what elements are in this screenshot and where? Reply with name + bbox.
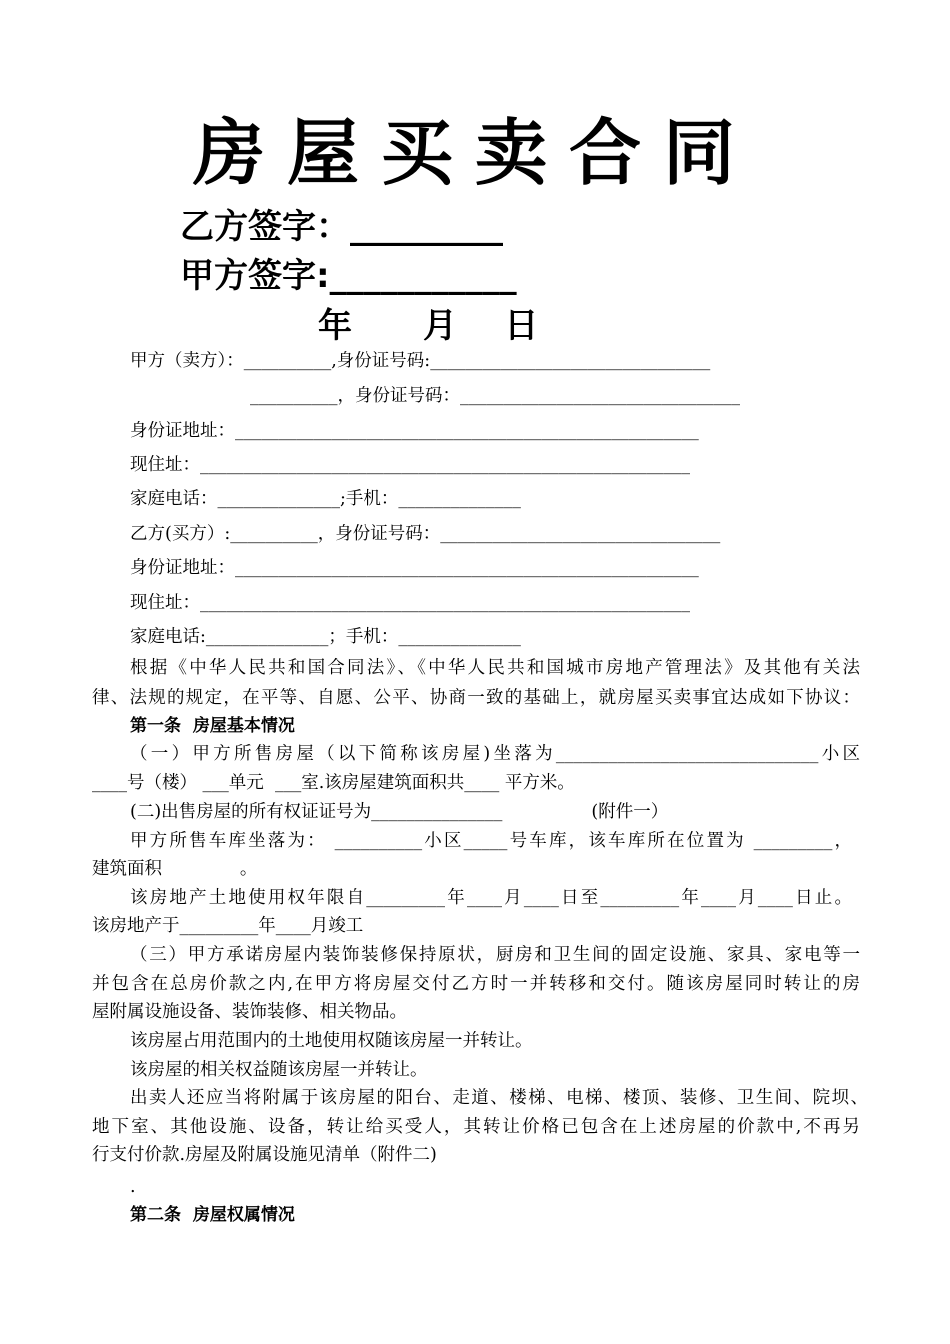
article-1-clause-2: (二)出售房屋的所有权证证号为_______________ (附件一） bbox=[130, 802, 669, 822]
preamble-line-1: 根据《中华人民共和国合同法》、《中华人民共和国城市房地产管理法》及其他有关法 bbox=[130, 658, 860, 678]
seller-id-address-line: 身份证地址：_____________________________________________________ bbox=[130, 421, 699, 441]
article-1-heading: 第一条 房屋基本情况 bbox=[130, 716, 295, 736]
article-1-clause-1-line-2: ____号（楼） ___单元 ___室.该房屋建筑面积共____ 平方米。 bbox=[92, 773, 575, 793]
party-a-signature: 甲方签字:___________ bbox=[180, 256, 517, 296]
seller-second-id-line: __________，身份证号码：________________________________ bbox=[250, 386, 740, 406]
ancillary-line-2: 地下室、其他设施、设备，转让给买受人，其转让价格已包含在上述房屋的价款中,不再另 bbox=[92, 1117, 860, 1137]
ancillary-line-3: 行支付价款.房屋及附属设施见清单（附件二) bbox=[92, 1145, 437, 1165]
buyer-phone-line: 家庭电话:______________；手机：______________ bbox=[130, 627, 521, 647]
article-1-clause-3-line-3: 屋附属设施设备、装饰装修、相关物品。 bbox=[92, 1002, 407, 1022]
buyer-id-address-line: 身份证地址：_____________________________________________________ bbox=[130, 558, 699, 578]
article-1-clause-3-line-2: 并包含在总房价款之内,在甲方将房屋交付乙方时一并转移和交付。随该房屋同时转让的房 bbox=[92, 974, 860, 994]
article-1-clause-1-line-1: （一）甲方所售房屋（以下简称该房屋)坐落为______________________________小区 bbox=[130, 744, 860, 764]
document-title: 房屋买卖合同 bbox=[192, 111, 757, 195]
dot-separator: . bbox=[130, 1177, 136, 1197]
land-use-transfer-line: 该房屋占用范围内的土地使用权随该房屋一并转让。 bbox=[130, 1031, 533, 1051]
seller-current-address-line: 现住址：________________________________________________________ bbox=[130, 455, 690, 475]
party-b-signature: 乙方签字：_________ bbox=[180, 207, 503, 247]
garage-location-line: 甲方所售车库坐落为： __________小区_____号车库，该车库所在位置为 _________， bbox=[130, 831, 852, 851]
date-line: 年 月 日 bbox=[318, 306, 539, 346]
seller-name-line: 甲方（卖方）：__________,身份证号码:________________________________ bbox=[130, 351, 711, 371]
ancillary-line-1: 出卖人还应当将附属于该房屋的阳台、走道、楼梯、电梯、楼顶、装修、卫生间、院坝、 bbox=[130, 1088, 868, 1108]
seller-phone-line: 家庭电话：______________;手机：______________ bbox=[130, 489, 521, 509]
rights-transfer-line: 该房屋的相关权益随该房屋一并转让。 bbox=[130, 1060, 428, 1080]
land-use-term-line: 该房地产土地使用权年限自_________年____月____日至_________年____月____日止。 bbox=[130, 888, 852, 908]
garage-area-line: 建筑面积 。 bbox=[92, 859, 258, 879]
completion-date-line: 该房地产于_________年____月竣工 bbox=[92, 916, 364, 936]
article-2-heading: 第二条 房屋权属情况 bbox=[130, 1205, 295, 1225]
buyer-name-line: 乙方(买方）:__________，身份证号码：________________________________ bbox=[130, 524, 721, 544]
article-1-clause-3-line-1: （三）甲方承诺房屋内装饰装修保持原状，厨房和卫生间的固定设施、家具、家电等一 bbox=[130, 945, 860, 965]
preamble-line-2: 律、法规的规定，在平等、自愿、公平、协商一致的基础上，就房屋买卖事宜达成如下协议： bbox=[92, 688, 860, 708]
buyer-current-address-line: 现住址：________________________________________________________ bbox=[130, 593, 690, 613]
